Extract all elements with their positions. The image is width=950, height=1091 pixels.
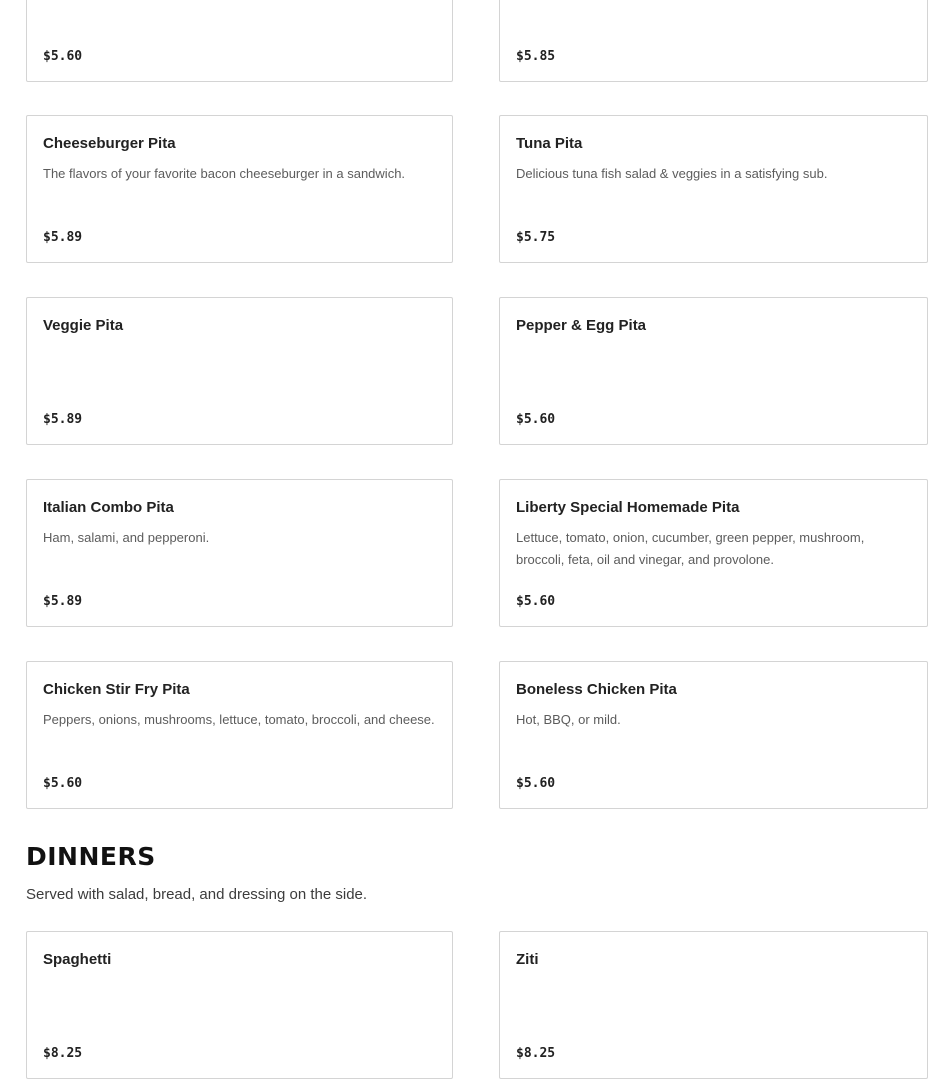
item-price: $5.89 bbox=[43, 594, 83, 609]
menu-item-card[interactable] bbox=[26, 479, 453, 627]
item-name: Liberty Special Homemade Pita bbox=[516, 499, 740, 516]
item-price: $5.75 bbox=[516, 230, 556, 245]
menu-item-card[interactable] bbox=[499, 931, 928, 1079]
item-price: $5.60 bbox=[43, 49, 83, 64]
item-name: Boneless Chicken Pita bbox=[516, 681, 677, 698]
item-price: $5.60 bbox=[516, 412, 556, 427]
item-description: Peppers, onions, mushrooms, lettuce, tomato, broccoli, and cheese. bbox=[43, 712, 435, 727]
menu-item-card[interactable] bbox=[26, 0, 453, 82]
item-price: $5.60 bbox=[516, 594, 556, 609]
item-name: Tuna Pita bbox=[516, 135, 583, 152]
menu-item-card[interactable] bbox=[499, 661, 928, 809]
section-title-dinners: DINNERS bbox=[26, 842, 156, 871]
section-description: Served with salad, bread, and dressing on the side. bbox=[26, 886, 368, 903]
item-description: The flavors of your favorite bacon cheeseburger in a sandwich. bbox=[43, 166, 406, 181]
item-name: Ziti bbox=[516, 951, 539, 968]
item-description: Lettuce, tomato, onion, cucumber, green pepper, mushroom, broccoli, feta, oil and vinegar, and provolone. bbox=[516, 530, 865, 567]
item-description: Ham, salami, and pepperoni. bbox=[43, 530, 210, 545]
item-name: Chicken Stir Fry Pita bbox=[43, 681, 190, 698]
menu-item-card[interactable] bbox=[26, 115, 453, 263]
menu-item-card[interactable] bbox=[26, 661, 453, 809]
item-price: $8.25 bbox=[516, 1046, 556, 1061]
item-description: Hot, BBQ, or mild. bbox=[516, 712, 621, 727]
menu-item-card[interactable] bbox=[499, 297, 928, 445]
item-price: $5.89 bbox=[43, 412, 83, 427]
item-description: Delicious tuna fish salad & veggies in a satisfying sub. bbox=[516, 166, 828, 181]
item-name: Italian Combo Pita bbox=[43, 499, 174, 516]
item-name: Pepper & Egg Pita bbox=[516, 317, 647, 334]
menu-item-card[interactable] bbox=[499, 115, 928, 263]
item-name: Spaghetti bbox=[43, 951, 112, 968]
item-price: $5.85 bbox=[516, 49, 556, 64]
item-name: Veggie Pita bbox=[43, 317, 124, 334]
item-price: $5.89 bbox=[43, 230, 83, 245]
item-price: $8.25 bbox=[43, 1046, 83, 1061]
item-price: $5.60 bbox=[43, 776, 83, 791]
item-price: $5.60 bbox=[516, 776, 556, 791]
menu-item-card[interactable] bbox=[499, 0, 928, 82]
menu-item-card[interactable] bbox=[499, 479, 928, 627]
item-name: Cheeseburger Pita bbox=[43, 135, 176, 152]
menu-item-card[interactable] bbox=[26, 297, 453, 445]
menu-item-card[interactable] bbox=[26, 931, 453, 1079]
